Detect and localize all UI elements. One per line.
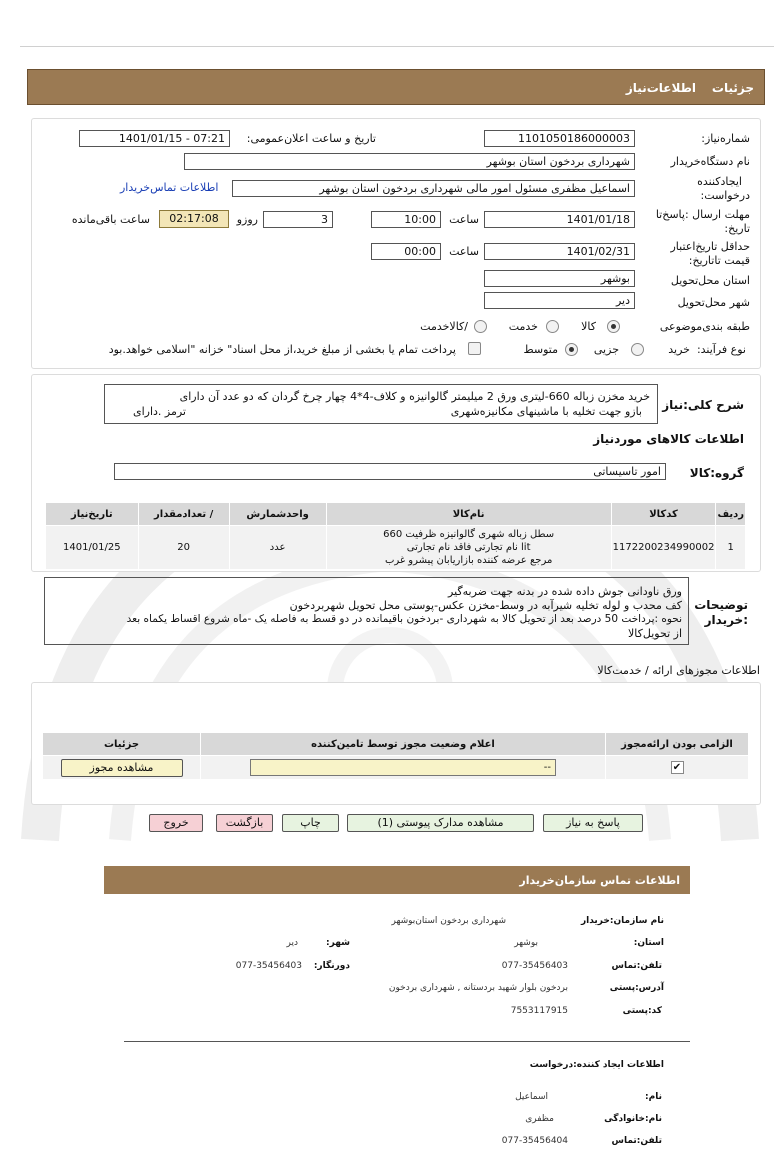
- row-name-line-3: مرجع عرضه کننده بازاریابان پیشرو غرب: [384, 555, 553, 566]
- reply-time-field: 10:00: [371, 211, 441, 228]
- contact-province-value: بوشهر: [514, 938, 538, 948]
- contact-phone-value: 077-35456403: [501, 961, 568, 971]
- creator-info-title: اطلاعات ایجاد کننده:درخواست: [529, 1060, 664, 1070]
- row-qty: 20: [138, 526, 229, 570]
- announce-field: 1401/01/15 - 07:21: [79, 130, 230, 147]
- need-no-field: 1101050186000003: [484, 130, 635, 147]
- buyer-org-field: شهرداری بردخون استان بوشهر: [184, 153, 635, 170]
- creator-name-value: اسماعیل: [515, 1092, 548, 1102]
- creator-phone-value: 077-35456404: [501, 1136, 568, 1146]
- table-row: [43, 756, 749, 780]
- need-no-label: شماره‌نیاز:: [701, 132, 750, 145]
- row-code: 1172200234990002: [611, 526, 716, 570]
- creator-field: اسماعیل مظفری مسئول امور مالی شهرداری بردخون استان بوشهر: [232, 180, 635, 197]
- permit-details-cell: [43, 756, 201, 780]
- org-label: نام سازمان:خریدار: [580, 916, 664, 926]
- validity-date-field: 1401/02/31: [484, 243, 635, 260]
- goods-info-title: اطلاعات کالاهای موردنیاز: [593, 432, 744, 446]
- tab-details[interactable]: جزئیات: [711, 81, 754, 95]
- col-unit: واحدشمارش: [229, 503, 326, 526]
- treasury-checkbox[interactable]: [468, 342, 481, 355]
- row-unit: عدد: [229, 526, 326, 570]
- buyer-notes-label-1: توضیحات: [694, 598, 748, 612]
- creator-label-1: ایجادکننده: [697, 175, 742, 188]
- category-both-label: /کالاخدمت: [420, 320, 468, 333]
- permit-status-cell: [201, 756, 606, 780]
- treasury-text: پرداخت تمام یا بخشی از مبلغ خرید،از محل اسناد" خزانه "اسلامی خواهد.بود: [108, 343, 456, 356]
- exit-button[interactable]: خروج: [149, 814, 203, 832]
- reply-deadline-label-1: مهلت ارسال :پاسخ‌تا: [655, 208, 750, 221]
- permit-col-details: جزئیات: [43, 733, 201, 756]
- process-medium-label: متوسط: [523, 343, 558, 356]
- category-goods-label: کالا: [581, 320, 596, 333]
- validity-hour-label: ساعت: [449, 245, 479, 258]
- org-value: شهرداری بردخون استان‌بوشهر: [391, 916, 506, 926]
- days-field: 3: [263, 211, 333, 228]
- description-line-2: ترمز .دارای: [132, 405, 186, 418]
- view-permit-button[interactable]: مشاهده مجوز: [61, 759, 183, 777]
- row-name: [326, 526, 611, 570]
- days-label: روزو: [236, 213, 258, 226]
- permit-col-required: الزامی بودن ارائه‌مجوز: [606, 733, 749, 756]
- creator-family-label: نام:خانوادگی: [604, 1114, 662, 1124]
- category-service-radio[interactable]: [546, 320, 559, 333]
- col-qty: / تعداد‌مقدار: [138, 503, 229, 526]
- row-index: 1: [716, 526, 746, 570]
- contact-address-label: آدرس:پستی: [609, 983, 664, 993]
- print-button[interactable]: چاپ: [282, 814, 339, 832]
- top-divider: [20, 46, 774, 47]
- reply-deadline-label-2: تاریخ:: [724, 222, 750, 235]
- permit-col-status: اعلام وضعیت مجوز توسط تامین‌کننده: [201, 733, 606, 756]
- permit-status-field: --: [250, 759, 556, 776]
- table-row: [46, 526, 746, 570]
- city-field: دیر: [484, 292, 635, 309]
- remaining-label: ساعت باقی‌مانده: [71, 213, 150, 226]
- attachments-button[interactable]: مشاهده مدارک پیوستی (1): [347, 814, 534, 832]
- reply-date-field: 1401/01/18: [484, 211, 635, 228]
- permits-table: [42, 732, 749, 780]
- validity-label-1: حداقل تاریخ‌اعتبار: [670, 240, 750, 253]
- process-partial-radio[interactable]: [631, 343, 644, 356]
- col-index: ردیف: [716, 503, 746, 526]
- process-type-label: نوع فرآیند:: [696, 343, 746, 356]
- permits-title: اطلاعات مجوزهای ارائه / خدمت‌کالا: [597, 664, 760, 677]
- remaining-time: 02:17:08: [159, 210, 229, 228]
- goods-table: [45, 502, 746, 570]
- contact-city-label: شهر:: [326, 938, 350, 948]
- contact-divider: [124, 1041, 690, 1042]
- category-service-label: خدمت: [508, 320, 538, 333]
- goods-group-field: امور تاسیساتی: [114, 463, 666, 480]
- goods-group-label: گروه:کالا: [689, 466, 744, 480]
- buyer-notes-label-2: :خریدار: [704, 613, 748, 627]
- creator-label-2: درخواست:: [700, 189, 750, 202]
- category-both-radio[interactable]: [474, 320, 487, 333]
- creator-phone-label: تلفن:تماس: [611, 1136, 662, 1146]
- contact-bar: [104, 866, 690, 894]
- contact-postal-label: کد:پستی: [622, 1006, 662, 1016]
- buyer-notes-line-4: از تحویل‌کالا: [628, 627, 682, 640]
- description-line-1: خرید مخزن زباله 660-لیتری ورق 2 میلیمتر گالوانیزه و کلاف-4*4 چهار چرخ گردان که دو عدد آن دارای: [179, 390, 650, 403]
- city-label: شهر محل‌تحویل: [677, 296, 750, 309]
- reply-hour-label: ساعت: [449, 213, 479, 226]
- row-name-line-2: lit نام تجارتی فاقد نام تجارتی: [406, 542, 531, 553]
- contact-phone-label: تلفن:تماس: [611, 961, 662, 971]
- contact-fax-label: دورنگار:: [313, 961, 350, 971]
- contact-postal-value: 7553117915: [510, 1006, 568, 1016]
- process-medium-radio[interactable]: [565, 343, 578, 356]
- contact-province-label: استان:: [633, 938, 664, 948]
- process-partial-label: جزیی: [593, 343, 619, 356]
- contact-bar-title: اطلاعات تماس سازمان‌خریدار: [519, 874, 680, 887]
- buyer-contact-link[interactable]: اطلاعات تماس‌خریدار: [120, 181, 219, 194]
- col-name: نام‌کالا: [326, 503, 611, 526]
- province-label: استان محل‌تحویل: [670, 274, 750, 287]
- back-button[interactable]: بازگشت: [216, 814, 273, 832]
- tab-need-info[interactable]: اطلاعات‌نیاز: [625, 81, 696, 95]
- buyer-org-label: نام دستگاه‌خریدار: [670, 155, 750, 168]
- creator-name-label: نام:: [645, 1092, 662, 1102]
- row-date: 1401/01/25: [46, 526, 139, 570]
- process-buy-label: خرید: [668, 343, 690, 356]
- category-goods-radio[interactable]: [607, 320, 620, 333]
- buyer-notes-line-3: نحوه :پرداخت 50 درصد بعد از تحویل کالا به شهرداری -بردخون باقیمانده در دو قسط به فاصله یک -ماه شروع اقساط یکماه بعد: [126, 613, 682, 625]
- permit-required-checkbox[interactable]: ✔: [671, 761, 684, 774]
- contact-address-value: بردخون بلوار شهید بردستانه , شهرداری بردخون: [388, 983, 568, 993]
- province-field: بوشهر: [484, 270, 635, 287]
- permit-required-cell: [606, 756, 749, 780]
- buyer-notes-line-1: ورق ناودانی جوش داده شده در بدنه جهت ضربه‌گیر: [448, 585, 682, 598]
- category-label: طبقه بندی‌موضوعی: [659, 320, 750, 333]
- col-code: کدکالا: [611, 503, 716, 526]
- announce-label: تاریخ و ساعت اعلان‌عمومی:: [246, 132, 376, 145]
- page-header: [27, 69, 765, 105]
- reply-button[interactable]: پاسخ به نیاز: [543, 814, 643, 832]
- row-name-line-1: سطل زباله شهری گالوانیزه ظرفیت 660: [383, 529, 555, 540]
- contact-city-value: دیر: [286, 938, 298, 948]
- validity-time-field: 00:00: [371, 243, 441, 260]
- description-label: شرح کلی:نیاز: [662, 398, 744, 412]
- contact-fax-value: 077-35456403: [235, 961, 302, 971]
- col-date: تاریخ‌نیاز: [46, 503, 139, 526]
- validity-label-2: قیمت تا‌تاریخ:: [688, 254, 750, 267]
- creator-family-value: مظفری: [525, 1114, 554, 1124]
- description-line-3: بازو جهت تخلیه با ماشینهای مکانیزه‌شهری: [450, 405, 642, 418]
- buyer-notes-line-2: کف محدب و لوله تخلیه شیرآبه در وسط-مخزن عکس-پوستی محل تحویل شهربردخون: [289, 599, 682, 612]
